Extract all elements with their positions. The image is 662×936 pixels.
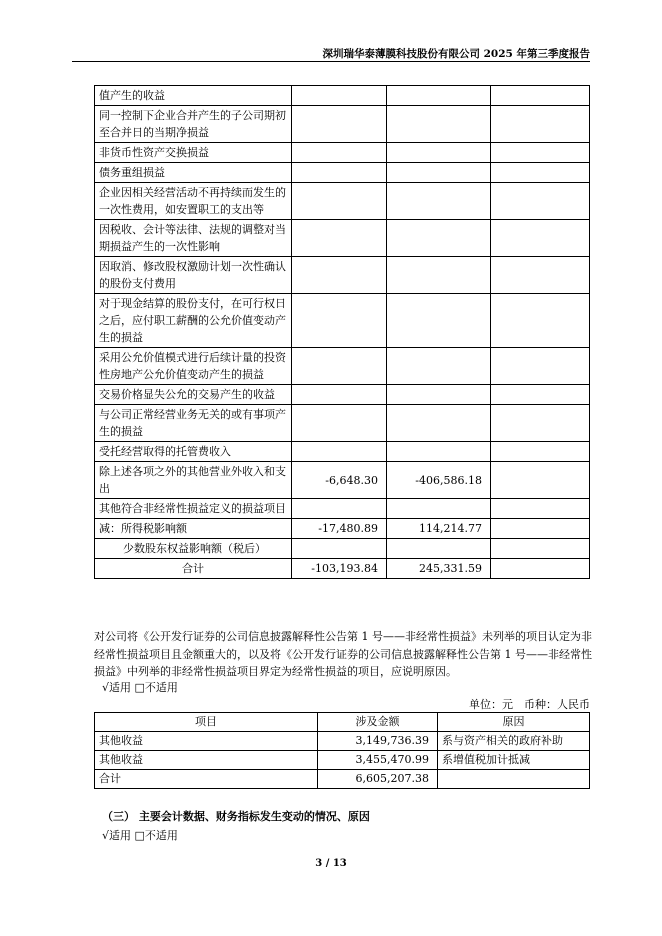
table-header-row	[95, 713, 590, 732]
item-cell: 交易价格显失公允的交易产生的收益	[95, 385, 292, 405]
item-cell: 与公司正常经营业务无关的或有事项产生的损益	[95, 405, 292, 442]
item-cell: 受托经营取得的托管费收入	[95, 442, 292, 462]
item-cell: 除上述各项之外的其他营业外收入和支出	[95, 462, 292, 499]
reason-table	[94, 712, 590, 789]
table-row: 其他收益 3,149,736.39 系与资产相关的政府补助	[95, 732, 590, 751]
item-cell: 采用公允价值模式进行后续计量的投资性房地产公允价值变动产生的损益	[95, 348, 292, 385]
table-row	[95, 143, 590, 163]
header-rule	[72, 61, 590, 62]
item-cell: 少数股东权益影响额（税后）	[95, 539, 292, 559]
explanation-paragraph: 对公司将《公开发行证券的公司信息披露解释性公告第 1 号——非经常性损益》未列举的项目认定为非经常性损益项目且金额重大的，以及将《公开发行证券的公司信息披露解释性公告第 1 号——非经常性损益》中列举的非经常性损益项目界定为经常性损益的项目，应说明原因。	[94, 630, 592, 678]
item-cell: 非货币性资产交换损益	[95, 143, 292, 163]
table-row	[95, 405, 590, 442]
item-cell: 值产生的收益	[95, 86, 292, 106]
item-cell: 合计	[95, 559, 292, 579]
table-row	[95, 183, 590, 220]
item-cell: 同一控制下企业合并产生的子公司期初至合并日的当期净损益	[95, 106, 292, 143]
applicability-checkbox: √适用 □不适用	[102, 681, 178, 694]
section-heading: （三） 主要会计数据、财务指标发生变动的情况、原因	[102, 810, 370, 823]
item-cell: 企业因相关经营活动不再持续而发生的一次性费用，如安置职工的支出等	[95, 183, 292, 220]
table-row	[95, 294, 590, 348]
table-row	[95, 220, 590, 257]
table-row	[95, 348, 590, 385]
table-row: 减：所得税影响额 -17,480.89 114,214.77	[95, 519, 590, 539]
table-row	[95, 442, 590, 462]
page-number: 3 / 13	[315, 858, 347, 869]
table-row: 除上述各项之外的其他营业外收入和支出 -6,648.30 -406,586.18	[95, 462, 590, 499]
item-cell: 对于现金结算的股份支付，在可行权日之后，应付职工薪酬的公允价值变动产生的损益	[95, 294, 292, 348]
table-row	[95, 257, 590, 294]
table-row: 其他收益 3,455,470.99 系增值税加计抵减	[95, 751, 590, 770]
total-row: 合计 6,605,207.38	[95, 770, 590, 789]
page-header: 深圳瑞华泰薄膜科技股份有限公司 2025 年第三季度报告	[322, 48, 590, 60]
table-row	[95, 385, 590, 405]
applicability-checkbox: √适用 □不适用	[102, 829, 178, 842]
item-cell: 其他符合非经常性损益定义的损益项目	[95, 499, 292, 519]
nonrecurring-items-table	[94, 85, 590, 579]
table-row	[95, 499, 590, 519]
column-header: 项目	[95, 713, 318, 732]
table-row	[95, 86, 590, 106]
table-row	[95, 539, 590, 559]
item-cell: 因税收、会计等法律、法规的调整对当期损益产生的一次性影响	[95, 220, 292, 257]
column-header: 涉及金额	[318, 713, 438, 732]
table-row	[95, 163, 590, 183]
table-row	[95, 106, 590, 143]
item-cell: 因取消、修改股权激励计划一次性确认的股份支付费用	[95, 257, 292, 294]
item-cell: 债务重组损益	[95, 163, 292, 183]
total-row: 合计 -103,193.84 245,331.59	[95, 559, 590, 579]
item-cell: 减：所得税影响额	[95, 519, 292, 539]
unit-label: 单位：元 币种：人民币	[469, 698, 590, 711]
column-header: 原因	[438, 713, 590, 732]
